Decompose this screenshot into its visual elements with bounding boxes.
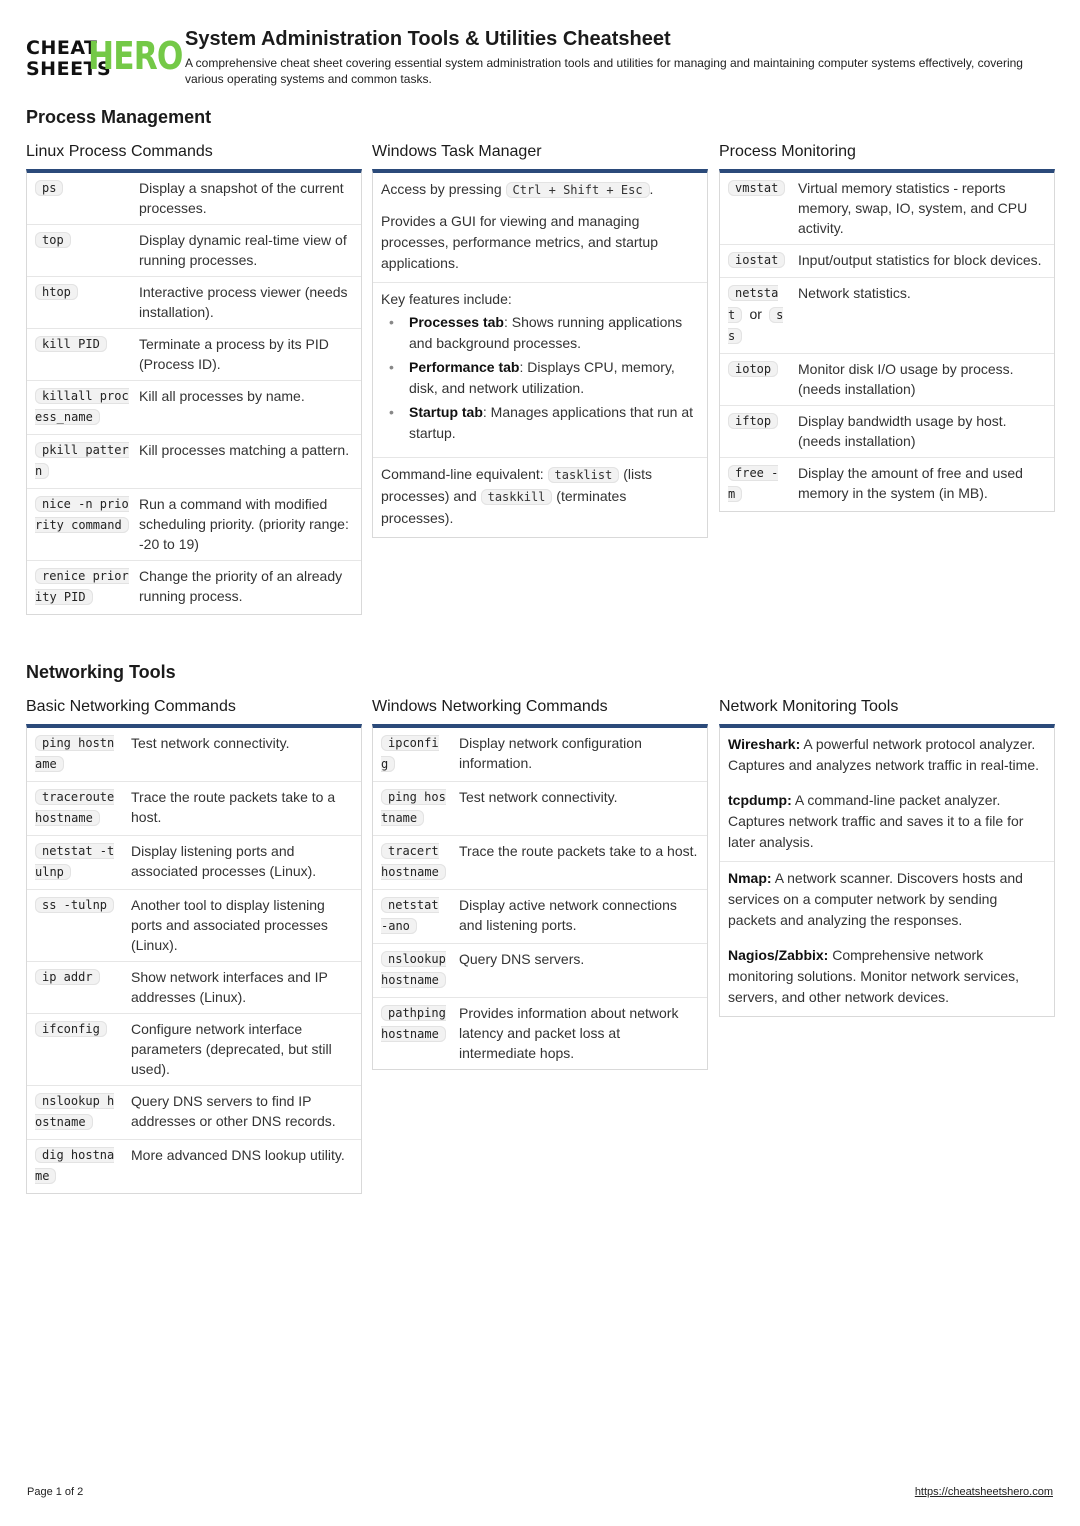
logo-text: CHEAT SHEETS [26,37,112,80]
command-description: Kill all processes by name. [139,388,305,404]
command-code: vmstat [728,180,785,196]
command-description: Query DNS servers. [459,951,585,967]
section-title-process: Process Management [26,107,212,127]
network-monitoring-panel [719,698,1055,1017]
tool-paragraph: Nmap: A network scanner. Discovers hosts and services on a computer network by sending packets and analyzing the responses. [728,870,1023,928]
command-code: renice priority PID [35,569,129,604]
info-card [719,724,1055,1017]
command-description: Change the priority of an already running process. [139,568,343,604]
page-subtitle: A comprehensive cheat sheet covering essential system administration tools and utilities for managing and maintaining computer systems effectively, covering various operating systems and common tasks. [185,56,1023,86]
access-paragraph: Access by pressing Ctrl + Shift + Esc . [381,181,654,197]
command-code: ifconfig [35,1021,107,1037]
table-row [27,728,361,782]
table-row [373,728,707,782]
table-row [27,1086,361,1140]
command-code: iostat [728,252,785,268]
command-description: Display network configuration information. [459,735,642,771]
command-description: Run a command with modified scheduling priority. (priority range: -20 to 19) [139,496,349,552]
command-code: ss [728,308,784,343]
command-description: Monitor disk I/O usage by process. (needs installation) [798,361,1014,397]
command-code: htop [35,284,78,300]
table-row [373,944,707,998]
command-code: iotop [728,361,778,377]
page-header [26,28,1056,88]
info-card [372,169,708,538]
command-table [26,724,362,1194]
table-row [27,489,361,561]
command-description: Configure network interface parameters (deprecated, but still used). [131,1021,332,1077]
command-description: Terminate a process by its PID (Process ID). [139,336,329,372]
panel-title: Basic Networking Commands [26,698,236,715]
command-description: Virtual memory statistics - reports memory, swap, IO, system, and CPU activity. [798,180,1028,236]
command-code: pkill pattern [35,443,129,478]
provides-paragraph: Provides a GUI for viewing and managing processes, performance metrics, and startup applications. [373,205,707,283]
command-code: netstat -ano [381,898,439,933]
command-code: ss -tulnp [35,897,114,913]
shortcut-code: Ctrl + Shift + Esc [506,182,650,198]
command-code: netstat -tulnp [35,844,115,879]
logo-hero-text: HERO [88,34,183,78]
list-item: • Startup tab: Manages applications that run at startup. [381,402,699,444]
command-code: kill PID [35,336,107,352]
table-row: netstat or ss Network statistics. [720,278,1054,354]
table-row [27,561,361,614]
table-row [27,782,361,836]
windows-networking-panel [372,698,708,1070]
table-row [373,998,707,1069]
cheatsheets-hero-logo[interactable] [26,34,183,80]
table-row [27,1140,361,1193]
command-code: nslookup hostname [381,952,446,987]
features-paragraph: Key features include: • Processes tab: Shows running applications and background processes. • Performance tab: Displays CPU, memory, disk, and network utilization. • Startup tab: Manages applications that run at startup. [373,283,707,458]
command-code: ping hostname [381,790,446,825]
section-title-networking: Networking Tools [26,662,176,682]
command-code: ping hostname [35,736,115,771]
command-description: Trace the route packets take to a host. [459,843,698,859]
table-row [27,435,361,489]
command-code: ip addr [35,969,100,985]
footer-link[interactable]: https://cheatsheetshero.com [914,1486,1053,1498]
command-description: Test network connectivity. [131,735,290,751]
table-row [720,245,1054,278]
command-table [719,169,1055,512]
command-description: Show network interfaces and IP addresses (Linux). [131,969,328,1005]
basic-networking-panel [26,698,362,1194]
table-row [720,406,1054,458]
command-code: traceroute hostname [35,790,115,825]
table-row [27,173,361,225]
list-item: • Performance tab: Displays CPU, memory, disk, and network utilization. [381,357,699,399]
linux-process-panel [26,143,362,615]
command-code: pathping hostname [381,1006,446,1041]
command-code: nice -n priority command [35,497,129,532]
command-code: top [35,232,71,248]
command-description: Trace the route packets take to a host. [131,789,336,825]
panel-title: Windows Task Manager [372,143,542,160]
table-row [27,381,361,435]
table-row [27,225,361,277]
command-description: Network statistics. [798,285,911,301]
command-code: dig hostname [35,1148,115,1183]
command-description: Provides information about network latency and packet loss at intermediate hops. [459,1005,679,1061]
table-row [373,836,707,890]
command-description: Another tool to display listening ports and associated processes (Linux). [131,897,328,953]
command-code: free -m [728,466,779,501]
command-description: Display dynamic real-time view of running processes. [139,232,347,268]
table-row [720,173,1054,245]
command-description: Query DNS servers to find IP addresses or other DNS records. [131,1093,336,1129]
panel-title: Linux Process Commands [26,143,213,160]
table-row [720,458,1054,511]
command-description: Kill processes matching a pattern. [139,442,350,458]
table-row [720,354,1054,406]
command-code: iftop [728,413,778,429]
tool-paragraph: Nagios/Zabbix: Comprehensive network monitoring solutions. Monitor network services, servers, and other network devices. [728,947,1020,1005]
page-number: Page 1 of 2 [27,1486,84,1498]
features-list [381,312,699,444]
table-row [27,836,361,890]
table-row [27,962,361,1014]
table-row [373,782,707,836]
command-code: nslookup hostname [35,1094,115,1129]
command-code: tasklist [548,467,620,483]
table-row [27,890,361,962]
list-item: • Processes tab: Shows running applications and background processes. [381,312,699,354]
cli-paragraph: Command-line equivalent: tasklist (lists processes) and taskkill (terminates processes). [381,466,652,526]
command-table [26,169,362,615]
command-description: Display active network connections and listening ports. [459,897,677,933]
page-title: System Administration Tools & Utilities Cheatsheet [185,28,671,50]
command-description: Test network connectivity. [459,789,618,805]
command-description: Display listening ports and associated processes (Linux). [131,843,317,879]
command-code: killall process_name [35,389,129,424]
table-row [373,890,707,944]
command-description: Display the amount of free and used memory in the system (in MB). [798,465,1023,501]
command-code: ipconfig [381,736,439,771]
table-row [27,277,361,329]
command-code: taskkill [481,489,553,505]
command-code: netstat [728,286,779,322]
command-description: Interactive process viewer (needs installation). [139,284,348,320]
panel-title: Windows Networking Commands [372,698,608,715]
windows-task-manager-panel [372,143,708,538]
command-code: ps [35,180,63,196]
command-code: tracert hostname [381,843,446,880]
command-description: Input/output statistics for block devices. [798,252,1042,268]
tool-paragraph: Wireshark: A powerful network protocol analyzer. Captures and analyzes network traffic in real-time. [728,736,1039,773]
command-description: Display a snapshot of the current processes. [139,180,344,216]
table-row [27,329,361,381]
table-row [27,1014,361,1086]
command-description: Display bandwidth usage by host. (needs installation) [798,413,1007,449]
tool-paragraph: tcpdump: A command-line packet analyzer. Captures network traffic and saves it to a file for later analysis. [720,784,1054,862]
command-description: More advanced DNS lookup utility. [131,1147,345,1163]
process-monitoring-panel [719,143,1055,512]
command-table [372,724,708,1070]
panel-title: Process Monitoring [719,143,856,160]
panel-title: Network Monitoring Tools [719,698,899,715]
